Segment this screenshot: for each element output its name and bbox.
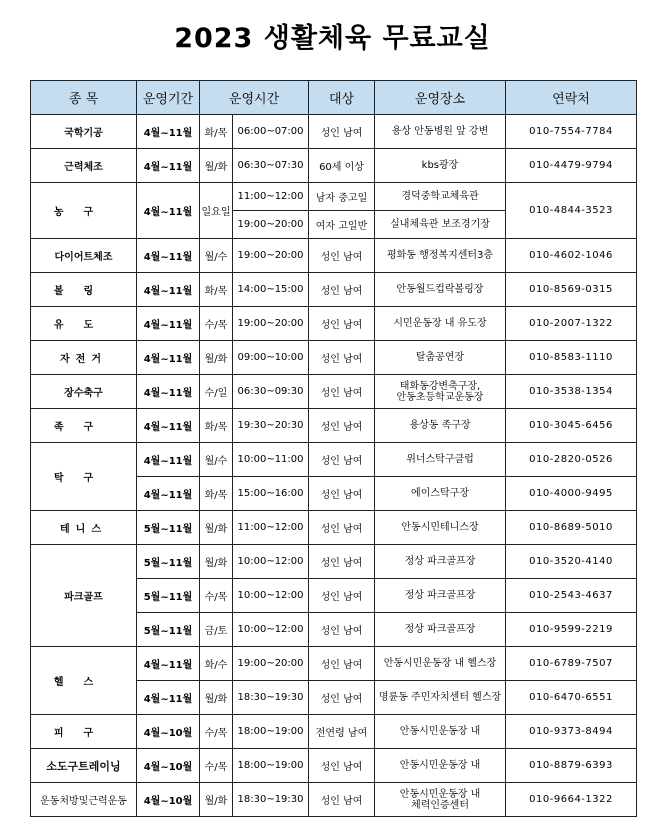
place: 안동시민운동장 내 헬스장: [375, 647, 506, 681]
day: 월/화: [200, 681, 233, 715]
place: 탈춤공연장: [375, 341, 506, 375]
table-row: [31, 443, 637, 477]
table-row: [31, 239, 637, 273]
place: 용상동 족구장: [375, 409, 506, 443]
table-row: [31, 307, 637, 341]
phone: 010-2820-0526: [506, 443, 637, 477]
sport-name: 볼링: [31, 273, 137, 307]
sport-name: 피구: [31, 715, 137, 749]
period: 4월~11월: [137, 409, 200, 443]
phone: 010-6470-6551: [506, 681, 637, 715]
period: 4월~11월: [137, 341, 200, 375]
place-line-1: 안동시민운동장 내: [399, 788, 481, 800]
header-sport: 종 목: [31, 81, 137, 115]
phone: 010-3045-6456: [506, 409, 637, 443]
table-row: [31, 647, 637, 681]
time: 10:00~12:00: [233, 579, 309, 613]
period: 4월~10월: [137, 783, 200, 817]
target: 성인 남여: [309, 443, 375, 477]
sport-name: 국학기공: [31, 115, 137, 149]
time: 18:00~19:00: [233, 715, 309, 749]
table-row: [31, 183, 637, 211]
time: 19:00~20:00: [233, 307, 309, 341]
period: 4월~10월: [137, 749, 200, 783]
period: 4월~10월: [137, 715, 200, 749]
sport-name: 테니스: [31, 511, 137, 545]
table-row: [31, 375, 637, 409]
day: 일요일: [200, 183, 233, 239]
place: 시민운동장 내 유도장: [375, 307, 506, 341]
sport-name: 운동처방및근력운동: [31, 783, 137, 817]
sport-name: 근력체조: [31, 149, 137, 183]
place: 용상 안동병원 앞 강변: [375, 115, 506, 149]
day: 수/목: [200, 749, 233, 783]
target: 성인 남여: [309, 511, 375, 545]
phone: 010-2007-1322: [506, 307, 637, 341]
target: 성인 남여: [309, 613, 375, 647]
period: 4월~11월: [137, 149, 200, 183]
time: 10:00~12:00: [233, 545, 309, 579]
place: 실내체육관 보조경기장: [375, 211, 506, 239]
time: 15:00~16:00: [233, 477, 309, 511]
place: 안동시민테니스장: [375, 511, 506, 545]
time: 18:00~19:00: [233, 749, 309, 783]
sport-name: 족구: [31, 409, 137, 443]
day: 화/목: [200, 273, 233, 307]
place: [375, 783, 506, 817]
place: 정상 파크골프장: [375, 613, 506, 647]
phone: 010-9599-2219: [506, 613, 637, 647]
phone: 010-2543-4637: [506, 579, 637, 613]
page-title: 2023 생활체육 무료교실: [174, 23, 491, 54]
place-line-1: 태화동강변축구장,: [399, 380, 481, 392]
target: 성인 남여: [309, 647, 375, 681]
period: 5월~11월: [137, 545, 200, 579]
day: 월/화: [200, 783, 233, 817]
period: 4월~11월: [137, 307, 200, 341]
time: 18:30~19:30: [233, 681, 309, 715]
place: 정상 파크골프장: [375, 579, 506, 613]
target: 성인 남여: [309, 273, 375, 307]
table-row: [31, 511, 637, 545]
target: 성인 남여: [309, 477, 375, 511]
day: 월/수: [200, 443, 233, 477]
sport-name: 유도: [31, 307, 137, 341]
phone: 010-9373-8494: [506, 715, 637, 749]
phone: 010-4000-9495: [506, 477, 637, 511]
table-row: [31, 783, 637, 817]
phone: 010-9664-1322: [506, 783, 637, 817]
phone: 010-8689-5010: [506, 511, 637, 545]
day: 수/일: [200, 375, 233, 409]
target: 성인 남여: [309, 307, 375, 341]
sport-name: 다이어트체조: [31, 239, 137, 273]
place: 안동시민운동장 내: [375, 715, 506, 749]
target: 성인 남여: [309, 783, 375, 817]
target: 성인 남여: [309, 545, 375, 579]
period: 4월~11월: [137, 647, 200, 681]
period: 5월~11월: [137, 511, 200, 545]
target: 성인 남여: [309, 749, 375, 783]
sport-name: 소도구트레이닝: [31, 749, 137, 783]
place: 평화동 행정복지센터3층: [375, 239, 506, 273]
place-line-2: 체력인증센터: [411, 799, 469, 811]
day: 화/목: [200, 115, 233, 149]
time: 19:30~20:30: [233, 409, 309, 443]
phone: 010-8569-0315: [506, 273, 637, 307]
time: 14:00~15:00: [233, 273, 309, 307]
table-row: [31, 715, 637, 749]
time: 19:00~20:00: [233, 647, 309, 681]
table-row: [31, 273, 637, 307]
time: 18:30~19:30: [233, 783, 309, 817]
target: 성인 남여: [309, 409, 375, 443]
place: 명륜동 주민자치센터 헬스장: [375, 681, 506, 715]
place: [375, 375, 506, 409]
place: 에이스탁구장: [375, 477, 506, 511]
phone: 010-4479-9794: [506, 149, 637, 183]
sport-name: 자전거: [31, 341, 137, 375]
header-time: 운영시간: [200, 81, 309, 115]
time: 11:00~12:00: [233, 183, 309, 211]
phone: 010-3538-1354: [506, 375, 637, 409]
day: 수/목: [200, 579, 233, 613]
phone: 010-4844-3523: [506, 183, 637, 239]
time: 06:30~09:30: [233, 375, 309, 409]
target: 성인 남여: [309, 681, 375, 715]
time: 11:00~12:00: [233, 511, 309, 545]
place: 정상 파크골프장: [375, 545, 506, 579]
table-row: [31, 115, 637, 149]
day: 월/화: [200, 511, 233, 545]
header-row: [31, 81, 637, 115]
target: 성인 남여: [309, 579, 375, 613]
target: 성인 남여: [309, 341, 375, 375]
day: 월/화: [200, 545, 233, 579]
place: 위너스탁구클럽: [375, 443, 506, 477]
target: 성인 남여: [309, 375, 375, 409]
day: 화/목: [200, 477, 233, 511]
time: 10:00~11:00: [233, 443, 309, 477]
day: 화/목: [200, 409, 233, 443]
day: 화/수: [200, 647, 233, 681]
table-row: [31, 409, 637, 443]
day: 월/화: [200, 149, 233, 183]
period: 4월~11월: [137, 375, 200, 409]
day: 수/목: [200, 715, 233, 749]
phone: 010-4602-1046: [506, 239, 637, 273]
sport-name: 농구: [31, 183, 137, 239]
period: 4월~11월: [137, 477, 200, 511]
time: 19:00~20:00: [233, 211, 309, 239]
period: 5월~11월: [137, 579, 200, 613]
header-place: 운영장소: [375, 81, 506, 115]
phone: 010-7554-7784: [506, 115, 637, 149]
period: 4월~11월: [137, 183, 200, 239]
phone: 010-8583-1110: [506, 341, 637, 375]
target: 전연령 남여: [309, 715, 375, 749]
period: 4월~11월: [137, 443, 200, 477]
time: 09:00~10:00: [233, 341, 309, 375]
target: 남자 중고일: [309, 183, 375, 211]
day: 수/목: [200, 307, 233, 341]
table-row: [31, 149, 637, 183]
target: 성인 남여: [309, 239, 375, 273]
day: 금/토: [200, 613, 233, 647]
table-row: [31, 545, 637, 579]
place: 안동시민운동장 내: [375, 749, 506, 783]
period: 4월~11월: [137, 239, 200, 273]
time: 06:30~07:30: [233, 149, 309, 183]
period: 4월~11월: [137, 273, 200, 307]
target: 여자 고일반: [309, 211, 375, 239]
phone: 010-6789-7507: [506, 647, 637, 681]
day: 월/화: [200, 341, 233, 375]
sport-name: 장수축구: [31, 375, 137, 409]
time: 06:00~07:00: [233, 115, 309, 149]
target: 60세 이상: [309, 149, 375, 183]
header-contact: 연락처: [506, 81, 637, 115]
place: 안동월드컵락볼링장: [375, 273, 506, 307]
header-period: 운영기간: [137, 81, 200, 115]
period: 4월~11월: [137, 681, 200, 715]
time: 10:00~12:00: [233, 613, 309, 647]
phone: 010-3520-4140: [506, 545, 637, 579]
time: 19:00~20:00: [233, 239, 309, 273]
target: 성인 남여: [309, 115, 375, 149]
day: 월/수: [200, 239, 233, 273]
sport-name: 파크골프: [31, 545, 137, 647]
table-row: [31, 341, 637, 375]
period: 4월~11월: [137, 115, 200, 149]
program-table: [30, 80, 637, 817]
phone: 010-8879-6393: [506, 749, 637, 783]
sport-name: 탁구: [31, 443, 137, 511]
table-row: [31, 749, 637, 783]
place: 경덕중학교체육관: [375, 183, 506, 211]
period: 5월~11월: [137, 613, 200, 647]
header-target: 대상: [309, 81, 375, 115]
sport-name: 헬스: [31, 647, 137, 715]
place: kbs광장: [375, 149, 506, 183]
place-line-2: 안동초등학교운동장: [396, 391, 484, 403]
